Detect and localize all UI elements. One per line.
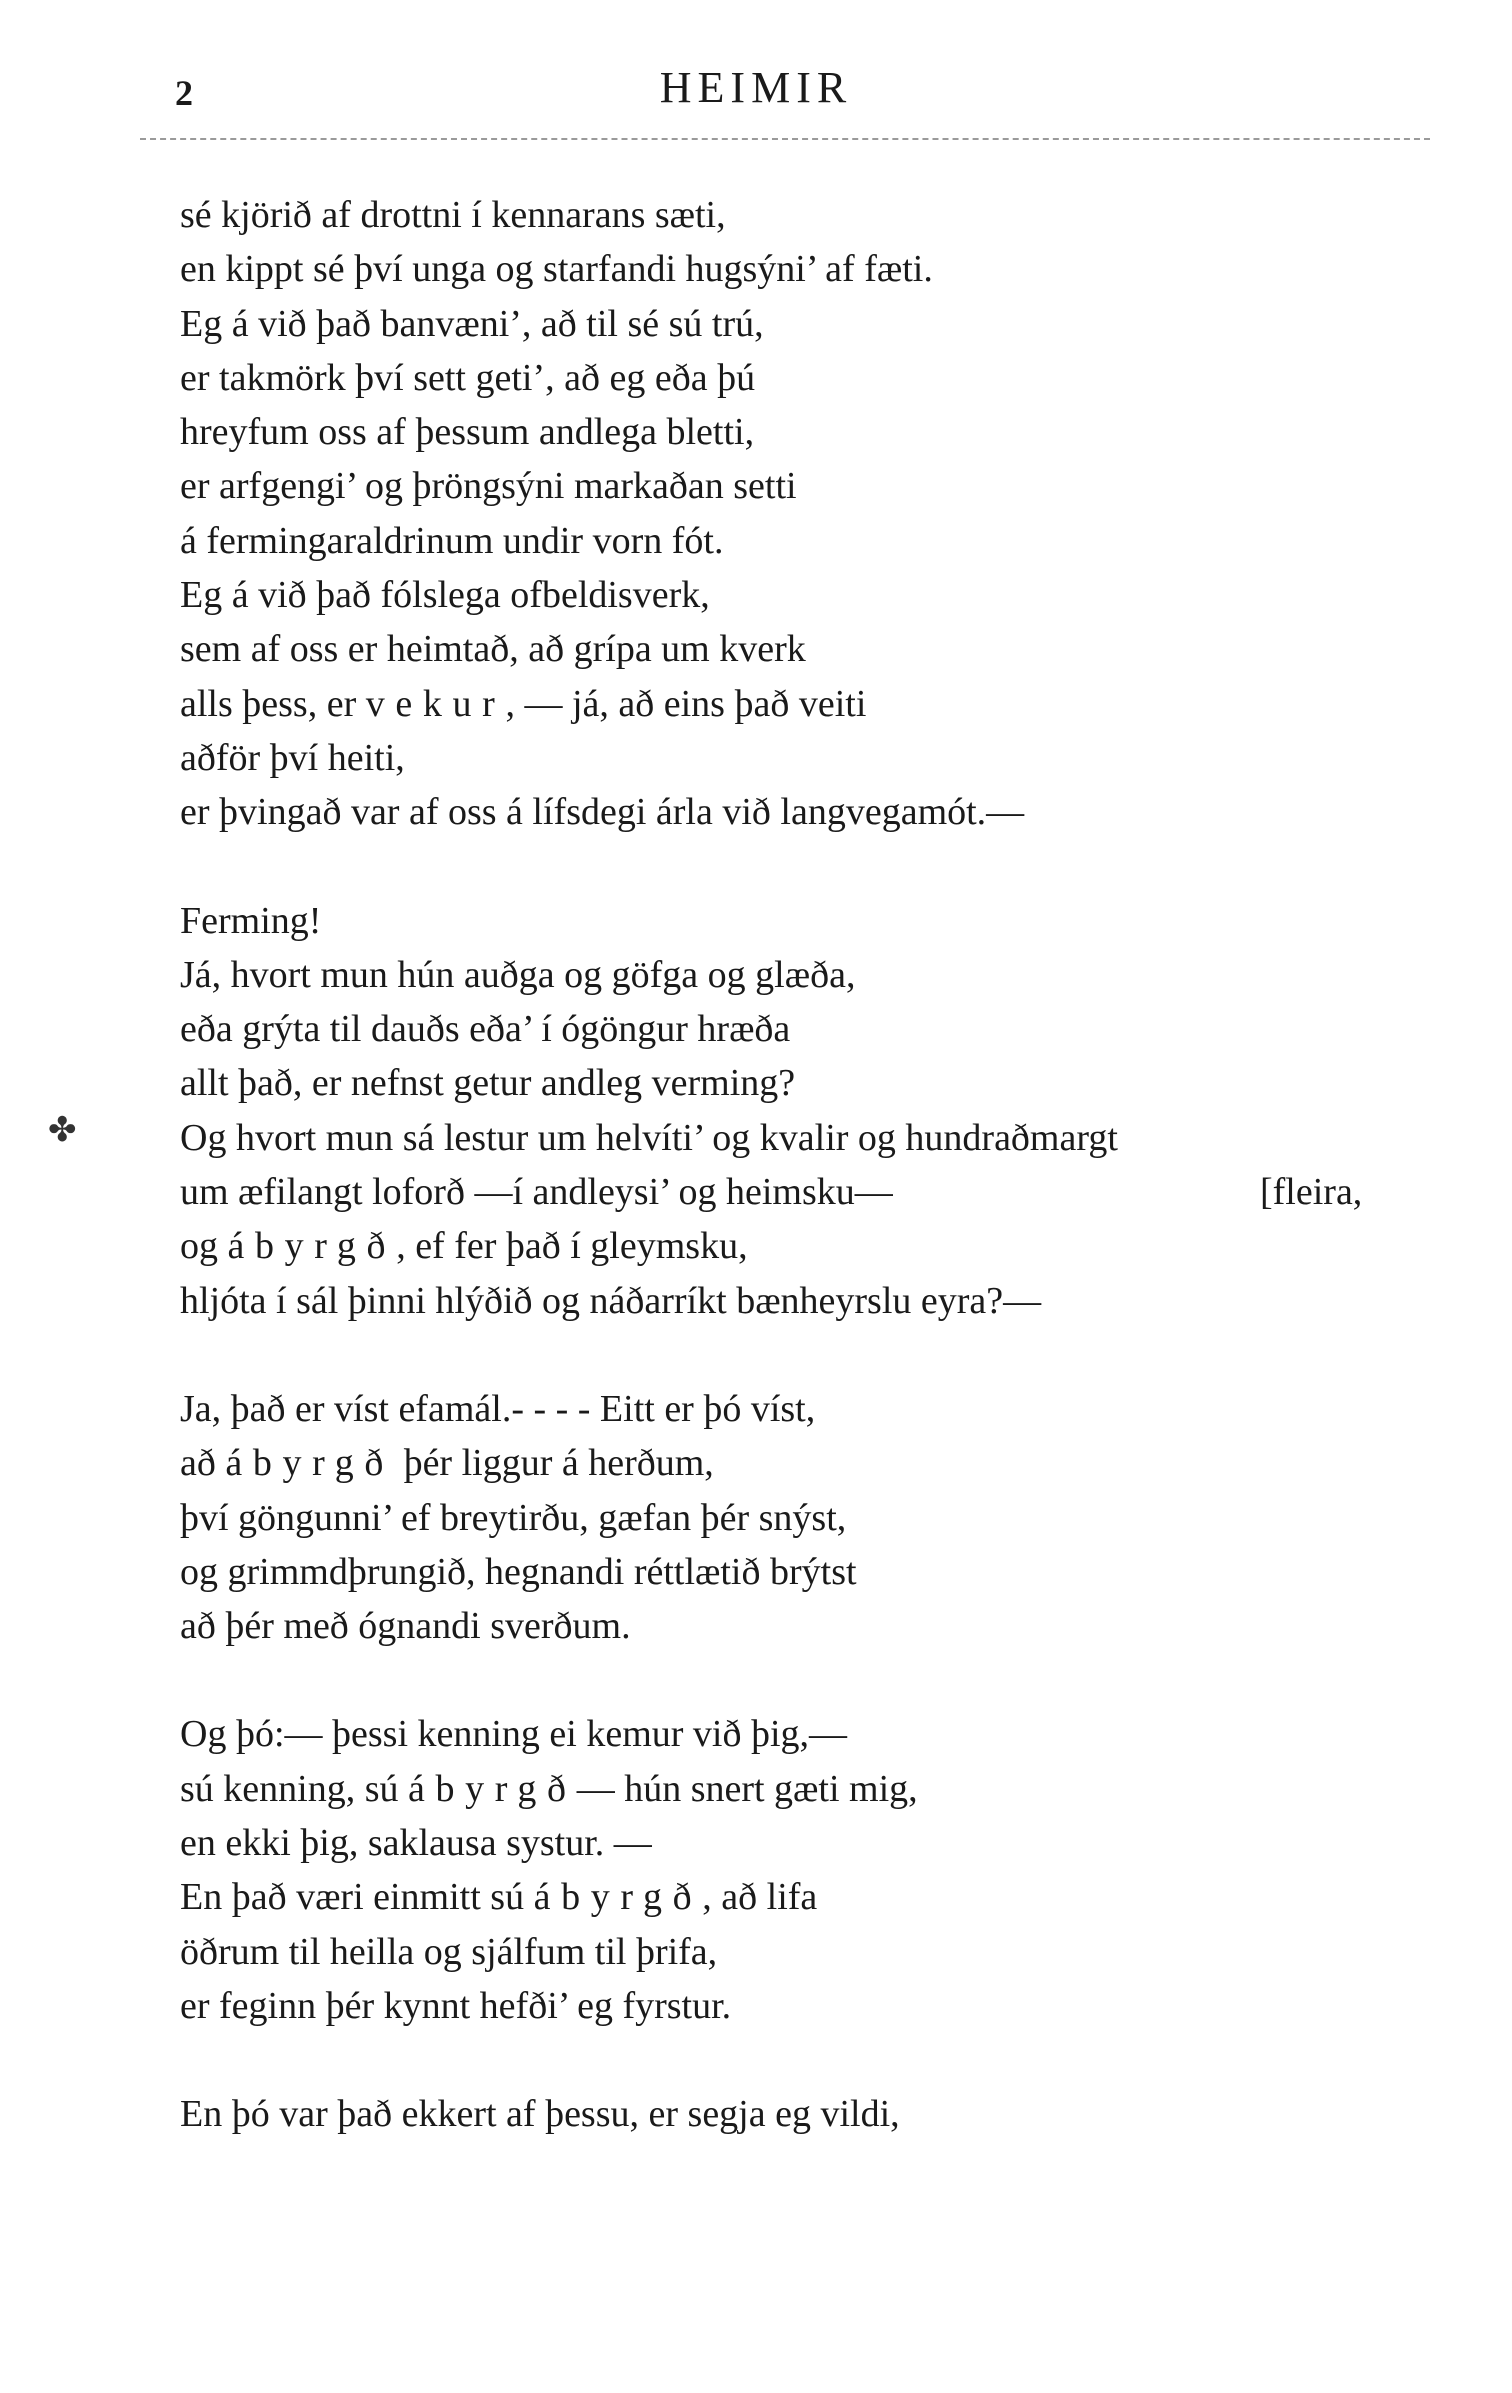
letterspaced-emphasis: ábyrgð — [408, 1767, 577, 1810]
line-text: En það væri einmitt sú — [180, 1876, 534, 1919]
poem-line — [180, 1002, 1450, 1056]
line-text: er feginn þér kynnt hefði’ eg fyrstur. — [180, 1984, 732, 2027]
stanza — [180, 188, 1450, 840]
line-text: Og hvort mun sá lestur um helvíti’ og kvalir og hundraðmargt — [180, 1116, 1118, 1159]
poem-line — [180, 1491, 1450, 1545]
line-text: Já, hvort mun hún auðga og göfga og glæða, — [180, 953, 856, 996]
poem-line — [180, 785, 1450, 839]
line-text: en ekki þig, saklausa systur. — — [180, 1822, 652, 1865]
page-header — [0, 62, 1512, 122]
poem-line — [180, 1436, 1450, 1490]
line-text: að þér með ógnandi sverðum. — [180, 1605, 631, 1648]
line-text: Eg á við það fólslega ofbeldisverk, — [180, 574, 710, 617]
line-text: er takmörk því sett geti’, að eg eða þú — [180, 356, 756, 399]
line-text: , — já, að eins það veiti — [505, 682, 867, 725]
poem-line — [180, 1274, 1450, 1328]
page-number: 2 — [175, 73, 193, 113]
letterspaced-emphasis: vekur — [365, 682, 506, 725]
line-text: hreyfum oss af þessum andlega bletti, — [180, 411, 755, 454]
letterspaced-emphasis: ábyrgð — [533, 1876, 703, 1919]
poem-line — [180, 1816, 1450, 1870]
poem-line — [180, 514, 1450, 568]
poem-line — [180, 1762, 1450, 1816]
line-text: en kippt sé því unga og starfandi hugsýni’ af fæti. — [180, 248, 933, 291]
line-text: því göngunni’ ef breytirðu, gæfan þér snýst, — [180, 1496, 847, 1539]
stanza — [180, 2087, 1450, 2141]
running-title: HEIMIR — [659, 63, 853, 112]
poem-line — [180, 1707, 1450, 1761]
line-text: er þvingað var af oss á lífsdegi árla við langvegamót.— — [180, 791, 1025, 834]
poem-line — [180, 568, 1450, 622]
line-text: og grimmdþrungið, hegnandi réttlætið brýtst — [180, 1550, 857, 1593]
line-text: — hún snert gæti mig, — [576, 1767, 918, 1810]
poem-line — [180, 1219, 1450, 1273]
line-text: að — [180, 1442, 226, 1485]
line-text: þér liggur á herðum, — [394, 1442, 714, 1485]
poem-line — [180, 1599, 1450, 1653]
poem-line — [180, 1056, 1450, 1110]
letterspaced-emphasis: ábyrgð — [227, 1225, 397, 1268]
line-text: sem af oss er heimtað, að grípa um kverk — [180, 628, 806, 671]
poem-line — [180, 1165, 1450, 1219]
stanza — [180, 894, 1450, 1328]
line-text: sé kjörið af drottni í kennarans sæti, — [180, 194, 726, 236]
poem-line — [180, 405, 1450, 459]
line-text: sú kenning, sú — [180, 1767, 408, 1810]
margin-ornament-icon: ✤ — [48, 1112, 77, 1149]
poem-line — [180, 351, 1450, 405]
poem-line — [180, 188, 1450, 242]
line-text: Ferming! — [180, 899, 322, 942]
line-text: og — [180, 1225, 228, 1268]
poem-line — [180, 731, 1450, 785]
line-text: Og þó:— þessi kenning ei kemur við þig,— — [180, 1713, 848, 1756]
line-text: öðrum til heilla og sjálfum til þrifa, — [180, 1930, 718, 1973]
poem-line — [180, 677, 1450, 731]
poem-line — [180, 459, 1450, 513]
line-text: eða grýta til dauðs eða’ í ógöngur hræða — [180, 1008, 791, 1051]
line-text: um æfilangt loforð —í andleysi’ og heimsku— — [180, 1171, 893, 1214]
poem-body — [180, 188, 1450, 2142]
poem-line — [180, 242, 1450, 296]
poem-line — [180, 1545, 1450, 1599]
turnover-fragment: [fleira, — [1260, 1171, 1363, 1214]
poem-line — [180, 622, 1450, 676]
line-text: á fermingaraldrinum undir vorn fót. — [180, 519, 724, 562]
poem-line — [180, 1925, 1450, 1979]
poem-line — [180, 1870, 1450, 1924]
poem-line — [180, 1111, 1450, 1165]
poem-line — [180, 1979, 1450, 2033]
poem-line — [180, 948, 1450, 1002]
header-divider — [140, 138, 1430, 140]
line-text: , ef fer það í gleymsku, — [396, 1225, 748, 1268]
stanza — [180, 1707, 1450, 2033]
poem-line — [180, 2087, 1450, 2141]
line-text: aðför því heiti, — [180, 736, 405, 779]
line-text: , að lifa — [702, 1876, 818, 1919]
line-text: allt það, er nefnst getur andleg verming? — [180, 1062, 796, 1105]
letterspaced-emphasis: ábyrgð — [225, 1442, 395, 1485]
line-text: alls þess, er — [180, 682, 366, 725]
line-text: hljóta í sál þinni hlýðið og náðarríkt bænheyrslu eyra?— — [180, 1279, 1042, 1322]
poem-line — [180, 297, 1450, 351]
line-text: Eg á við það banvæni’, að til sé sú trú, — [180, 302, 764, 345]
poem-line — [180, 1382, 1450, 1436]
line-text: Ja, það er víst efamál.- - - - Eitt er þó víst, — [180, 1387, 816, 1430]
line-text: En þó var það ekkert af þessu, er segja eg vildi, — [180, 2093, 900, 2136]
stanza — [180, 1382, 1450, 1653]
poem-line — [180, 894, 1450, 948]
line-text: er arfgengi’ og þröngsýni markaðan setti — [180, 465, 797, 508]
